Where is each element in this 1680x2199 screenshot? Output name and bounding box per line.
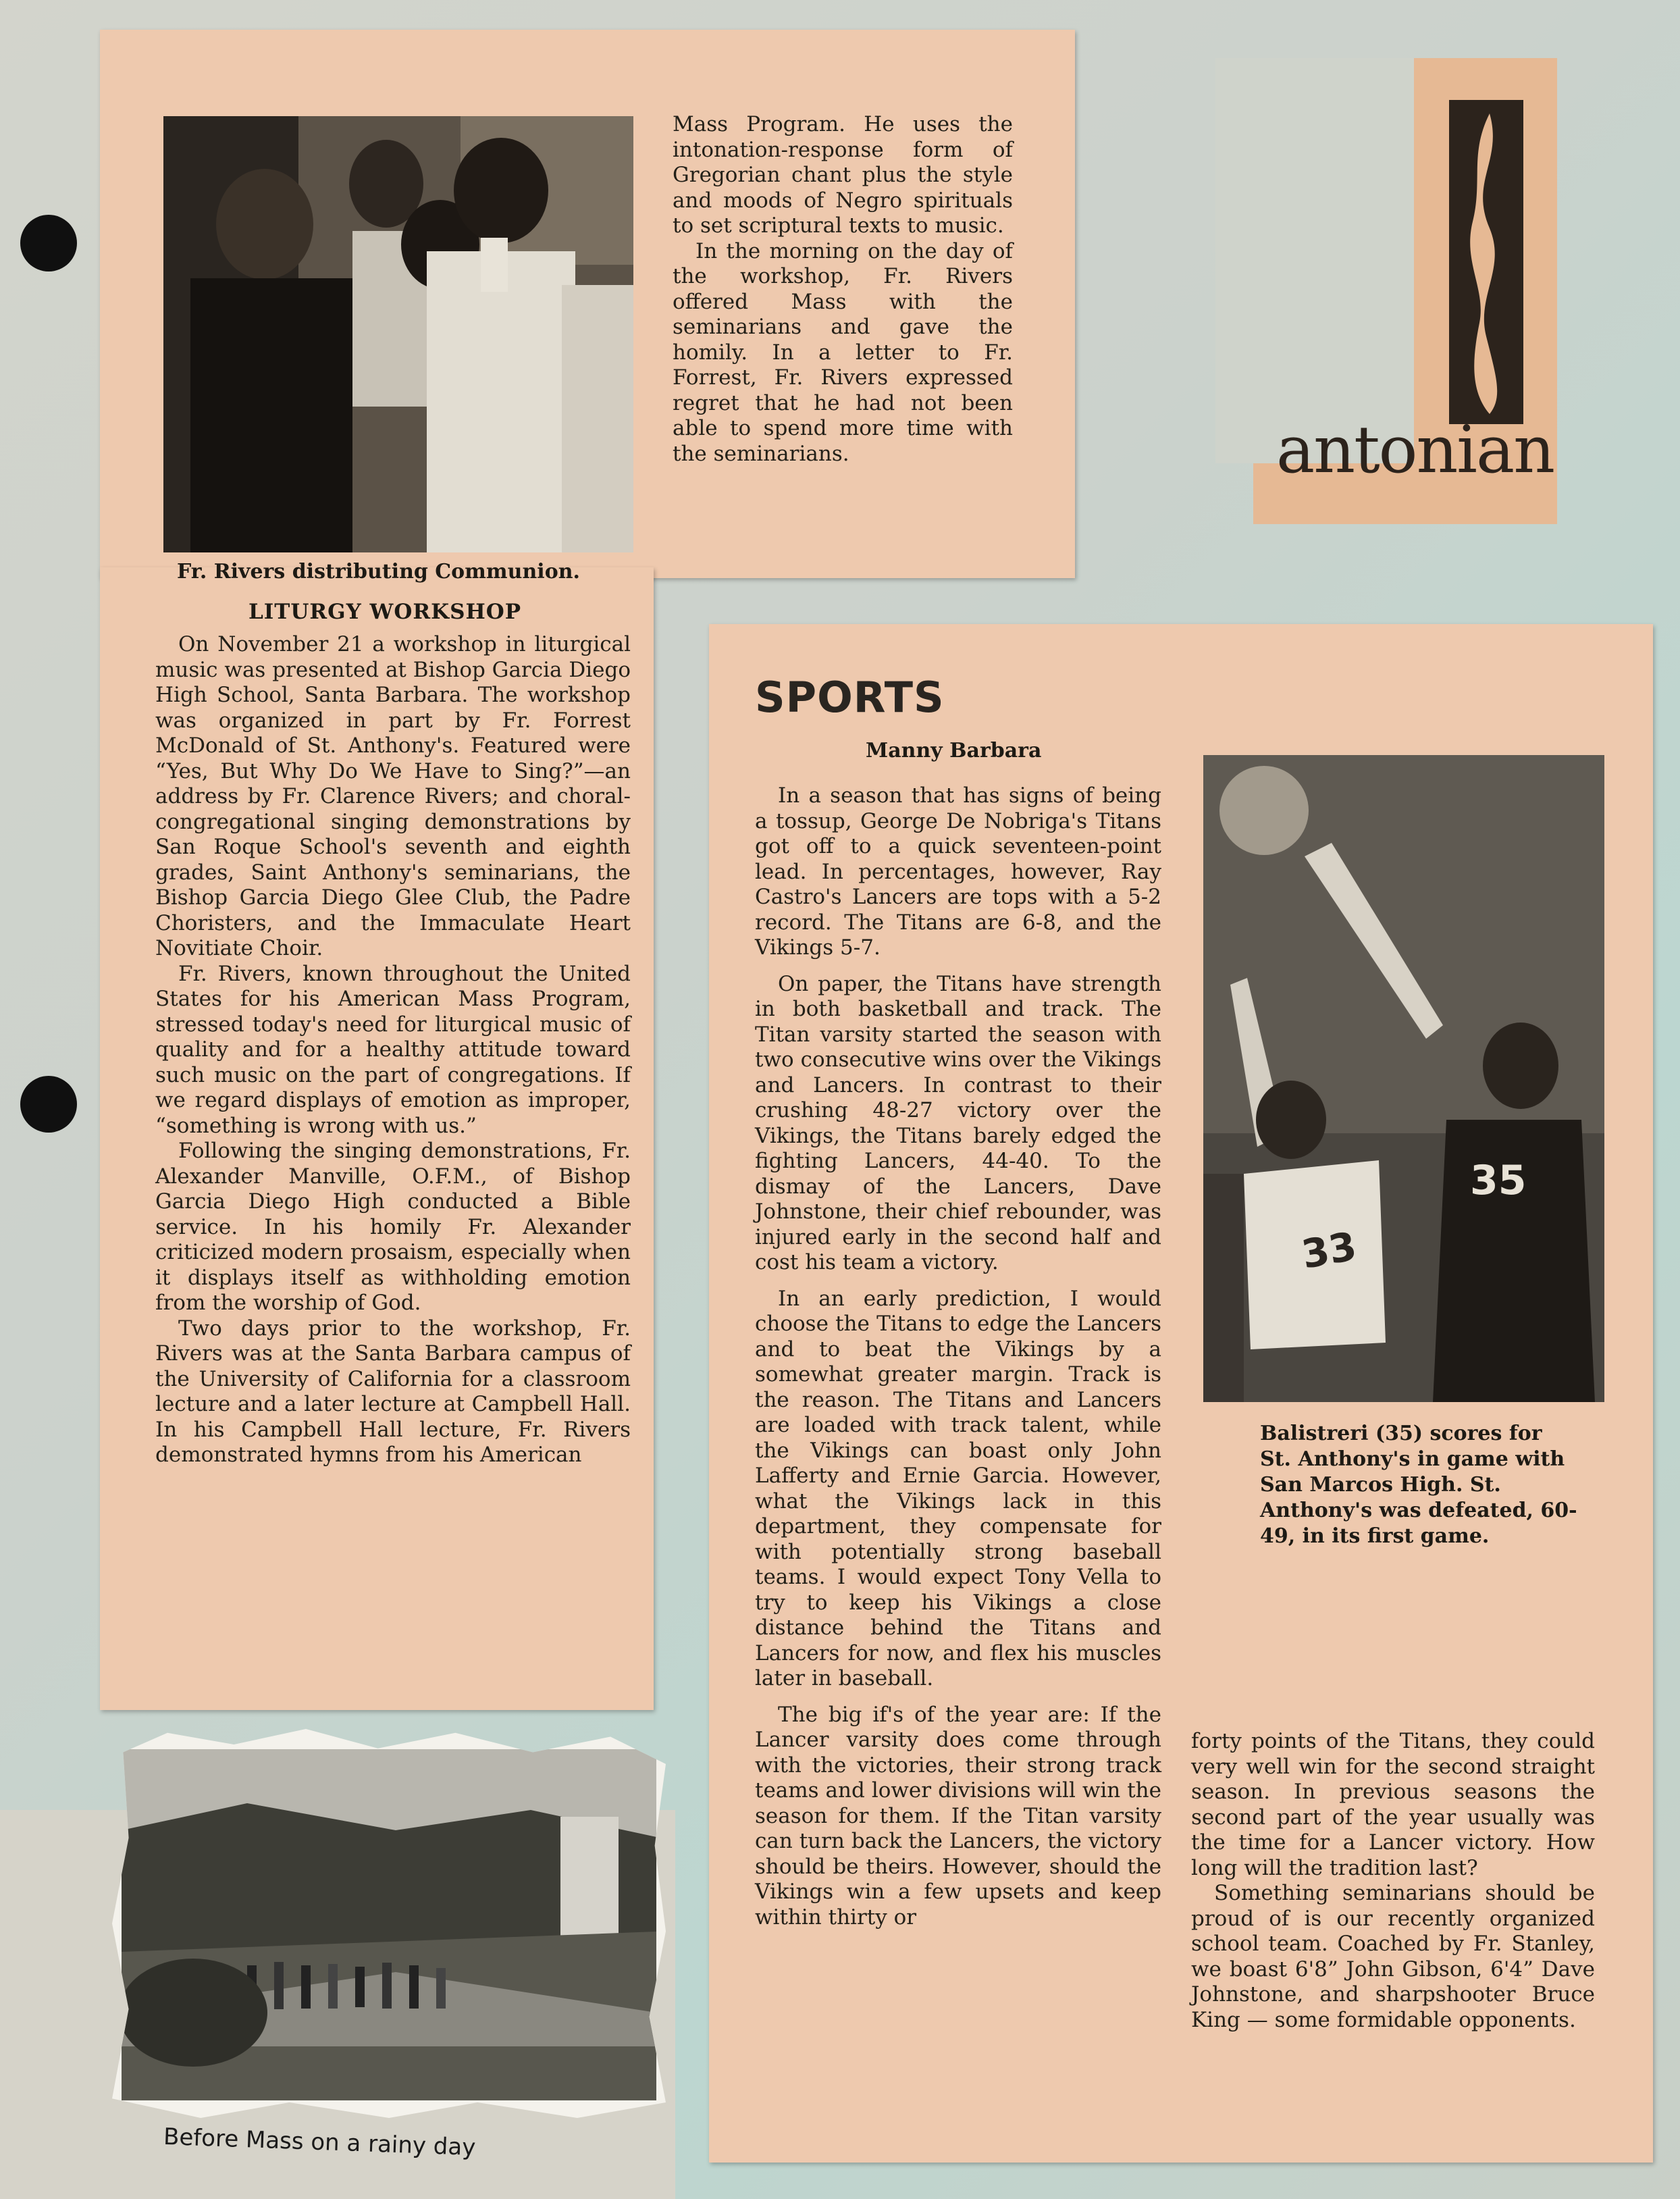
sports-paragraph: Something seminarians should be proud of is our recently organized school team. Coached by Fr. Stanley, we boast 6'8” John Gibson, 6'4” Dave Johnstone, and sharpshooter Bruce King — some formidable opponents. <box>1191 1881 1595 2032</box>
liturgy-paragraph: Mass Program. He uses the intonation-response form of Gregorian chant plus the style and moods of Negro spirituals to set scriptural texts to music. <box>673 112 1013 238</box>
jersey-number-35: 35 <box>1470 1157 1527 1204</box>
sports-heading: SPORTS <box>755 673 945 722</box>
liturgy-paragraph: Following the singing demonstrations, Fr. Alexander Manville, O.F.M., of Bishop Garcia Diego High conducted a Bible service. In his homily Fr. Alexander criticized modern prosaism, especially when it displays itself as withholding emotion from the worship of God. <box>155 1139 631 1315</box>
jersey-number-33: 33 <box>1298 1222 1360 1278</box>
logo-wordmark: antonian <box>1276 412 1554 488</box>
sports-paragraph: The big if's of the year are: If the Lancer varsity does come through with the victories, their strong track teams and lower divisions will win the season for them. If the Titan varsity can turn back the Lancers, the victory should be theirs. However, should the Vikings win a few upsets and keep within thirty or <box>755 1702 1161 1930</box>
sports-byline: Manny Barbara <box>866 739 1042 762</box>
liturgy-left-column <box>155 632 631 1468</box>
flame-block <box>1449 100 1523 424</box>
communion-photo <box>163 116 633 552</box>
sports-paragraph: forty points of the Titans, they could very well win for the second straight season. In previous seasons the second part of the year usually was the time for a Lancer victory. How long will the tradition last? <box>1191 1729 1595 1880</box>
sports-column-2 <box>1191 1729 1595 2033</box>
snapshot-handwritten-caption: Before Mass on a rainy day <box>163 2123 477 2162</box>
liturgy-heading: LITURGY WORKSHOP <box>248 600 522 624</box>
liturgy-paragraph: Fr. Rivers, known throughout the United States for his American Mass Program, stressed today's need for liturgical music of quality and for a healthy attitude toward such music on the part of congregations. If we regard displays of emotion as improper, “something is wrong with us.” <box>155 961 631 1138</box>
liturgy-right-column <box>673 112 1013 467</box>
binder-hole <box>20 215 77 271</box>
flame-icon <box>1449 100 1523 424</box>
basketball-photo <box>1203 755 1604 1402</box>
communion-photo-caption: Fr. Rivers distributing Communion. <box>177 560 580 584</box>
binder-hole <box>20 1076 77 1133</box>
sports-paragraph: On paper, the Titans have strength in both basketball and track. The Titan varsity started the season with two consecutive wins over the Vikings and Lancers. In contrast to their crushing 48-27 victory over the Vikings, the Titans barely edged the fighting Lancers, 44-40. To the dismay of the Lancers, Dave Johnstone, their chief rebounder, was injured early in the second half and cost his team a victory. <box>755 971 1161 1274</box>
basketball-photo-caption: Balistreri (35) scores for St. Anthony's in game with San Marcos High. St. Anthony's was defeated, 60-49, in its first game. <box>1260 1422 1577 1548</box>
sports-column-1 <box>755 783 1161 1930</box>
snapshot-photo <box>112 1729 666 2118</box>
liturgy-paragraph: Two days prior to the workshop, Fr. Rivers was at the Santa Barbara campus of the University of California for a classroom lecture and a later lecture at Campbell Hall. In his Campbell Hall lecture, Fr. Rivers demonstrated hymns from his American <box>155 1316 631 1467</box>
sports-paragraph: In a season that has signs of being a tossup, George De Nobriga's Titans got off to a quick seventeen-point lead. In percentages, however, Ray Castro's Lancers are tops with a 5-2 record. The Titans are 6-8, and the Vikings 5-7. <box>755 783 1161 960</box>
liturgy-paragraph: On November 21 a workshop in liturgical music was presented at Bishop Garcia Diego High School, Santa Barbara. The workshop was organized in part by Fr. Forrest McDonald of St. Anthony's. Featured were “Yes, But Why Do We Have to Sing?”—an address by Fr. Clarence Rivers; and choral-congregational singing demonstrations by San Roque School's seventh and eighth grades, Saint Anthony's seminarians, the Bishop Garcia Diego Glee Club, the Padre Choristers, and the Immaculate Heart Novitiate Choir. <box>155 632 631 960</box>
liturgy-paragraph: In the morning on the day of the workshop, Fr. Rivers offered Mass with the seminarians and gave the homily. In a letter to Fr. Forrest, Fr. Rivers expressed regret that he had not been able to spend more time with the seminarians. <box>673 238 1013 466</box>
sports-paragraph: In an early prediction, I would choose the Titans to edge the Lancers and to beat the Vikings by a somewhat greater margin. Track is the reason. The Titans and Lancers are loaded with track talent, while the Vikings can boast only John Lafferty and Ernie Garcia. However, what the Vikings lack in this department, they compensate for with potentially strong baseball teams. I would expect Tony Vella to try to keep his Vikings a close distance behind the Titans and Lancers for now, and flex his muscles later in baseball. <box>755 1286 1161 1690</box>
